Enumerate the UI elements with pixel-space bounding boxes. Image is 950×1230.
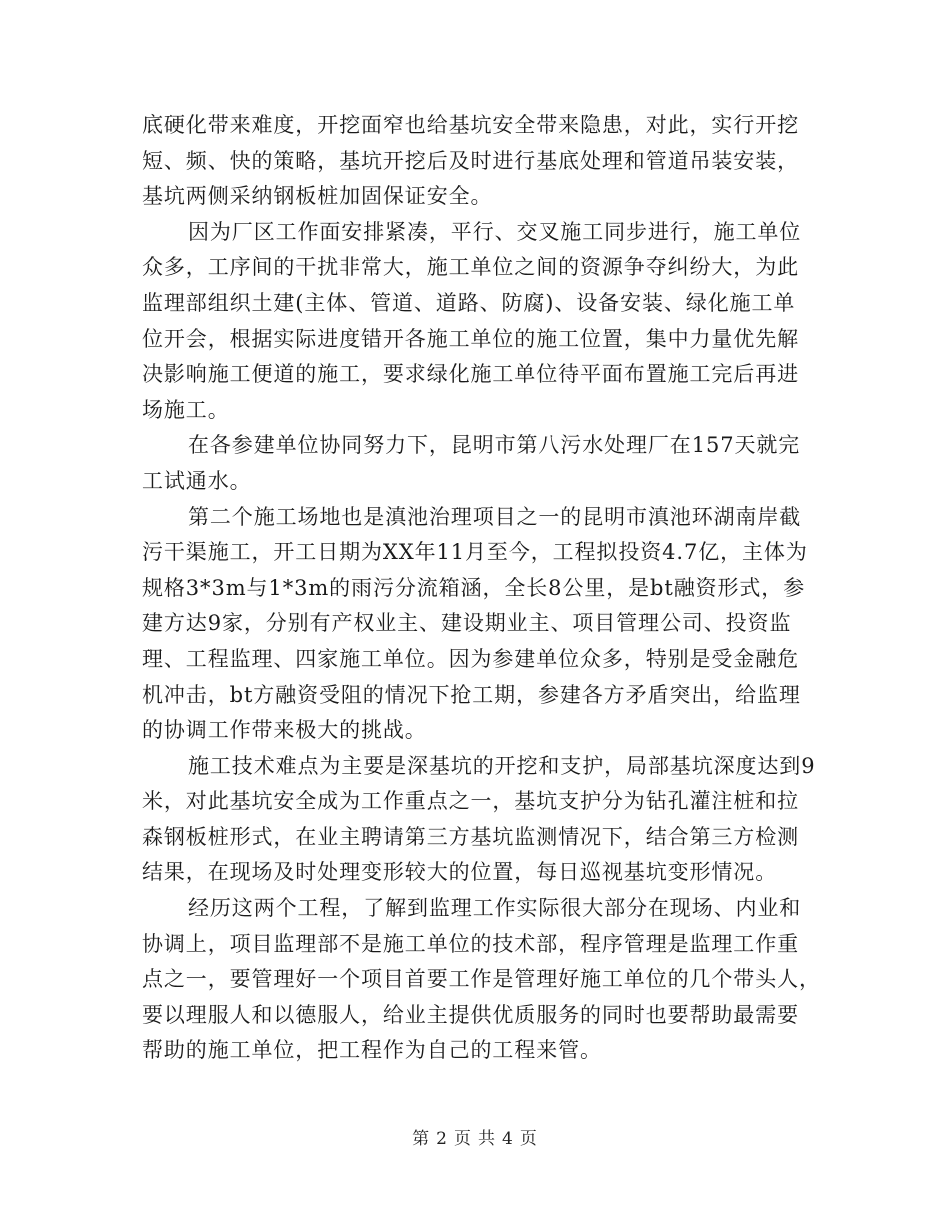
- text-line: 底硬化带来难度，开挖面窄也给基坑安全带来隐患，对此，实行开挖: [142, 113, 799, 137]
- text-line: 规格3*3m与1*3m的雨污分流箱涵，全长8公里，是bt融资形式，参: [142, 575, 806, 600]
- text-line: 的协调工作带来极大的挑战。: [142, 718, 427, 743]
- text-line: 因为厂区工作面安排紧凑，平行、交叉施工同步进行，施工单位: [188, 219, 802, 244]
- footer-total-word: 共: [478, 1129, 496, 1149]
- text-line: 施工技术难点为主要是深基坑的开挖和支护，局部基坑深度达到9: [188, 753, 816, 778]
- text-line: 经历这两个工程，了解到监理工作实际很大部分在现场、内业和: [188, 896, 802, 921]
- footer-total-pages: 4: [502, 1129, 514, 1149]
- text-line: 帮助的施工单位，把工程作为自己的工程来管。: [142, 1038, 602, 1063]
- text-line: 点之一，要管理好一个项目首要工作是管理好施工单位的几个带头人，: [142, 967, 821, 992]
- text-line: 米，对此基坑安全成为工作重点之一，基坑支护分为钻孔灌注桩和拉: [142, 789, 799, 814]
- text-line: 污干渠施工，开工日期为XX年11月至今，工程拟投资4.7亿，主体为: [142, 540, 808, 565]
- text-line: 在各参建单位协同努力下，昆明市第八污水处理厂在157天就完: [188, 433, 801, 458]
- text-line: 森钢板桩形式，在业主聘请第三方基坑监测情况下，结合第三方检测: [142, 824, 799, 849]
- text-line: 决影响施工便道的施工，要求绿化施工单位待平面布置施工完后再进: [142, 362, 799, 387]
- footer-prefix: 第: [412, 1129, 431, 1149]
- text-line: 协调上，项目监理部不是施工单位的技术部，程序管理是监理工作重: [142, 931, 799, 956]
- text-line: 监理部组织土建(主体、管道、道路、防腐)、设备安装、绿化施工单: [142, 290, 796, 315]
- text-line: 众多，工序间的干扰非常大，施工单位之间的资源争夺纠纷大，为此: [142, 255, 799, 280]
- text-line: 结果，在现场及时处理变形较大的位置，每日巡视基坑变形情况。: [142, 860, 778, 885]
- footer-current-page: 2: [436, 1129, 448, 1149]
- text-line: 基坑两侧采纳钢板桩加固保证安全。: [142, 184, 493, 209]
- text-line: 建方达9家，分别有产权业主、建设期业主、项目管理公司、投资监: [142, 611, 792, 636]
- footer-suffix: 页: [519, 1129, 538, 1149]
- text-line: 理、工程监理、四家施工单位。因为参建单位众多，特别是受金融危: [142, 646, 799, 671]
- text-line: 位开会，根据实际进度错开各施工单位的施工位置，集中力量优先解: [142, 326, 799, 351]
- text-line: 工试通水。: [142, 468, 252, 493]
- text-line: 短、频、快的策略，基坑开挖后及时进行基底处理和管道吊装安装，: [142, 148, 799, 173]
- text-line: 机冲击，bt方融资受阻的情况下抢工期，参建各方矛盾突出，给监理: [142, 682, 801, 707]
- text-line: 要以理服人和以德服人，给业主提供优质服务的同时也要帮助最需要: [142, 1002, 799, 1027]
- body-text: [142, 108, 822, 1069]
- page-footer: [0, 1124, 950, 1149]
- text-line: 场施工。: [142, 397, 230, 422]
- footer-page-word: 页: [454, 1129, 472, 1149]
- text-line: 第二个施工场地也是滇池治理项目之一的昆明市滇池环湖南岸截: [188, 504, 802, 529]
